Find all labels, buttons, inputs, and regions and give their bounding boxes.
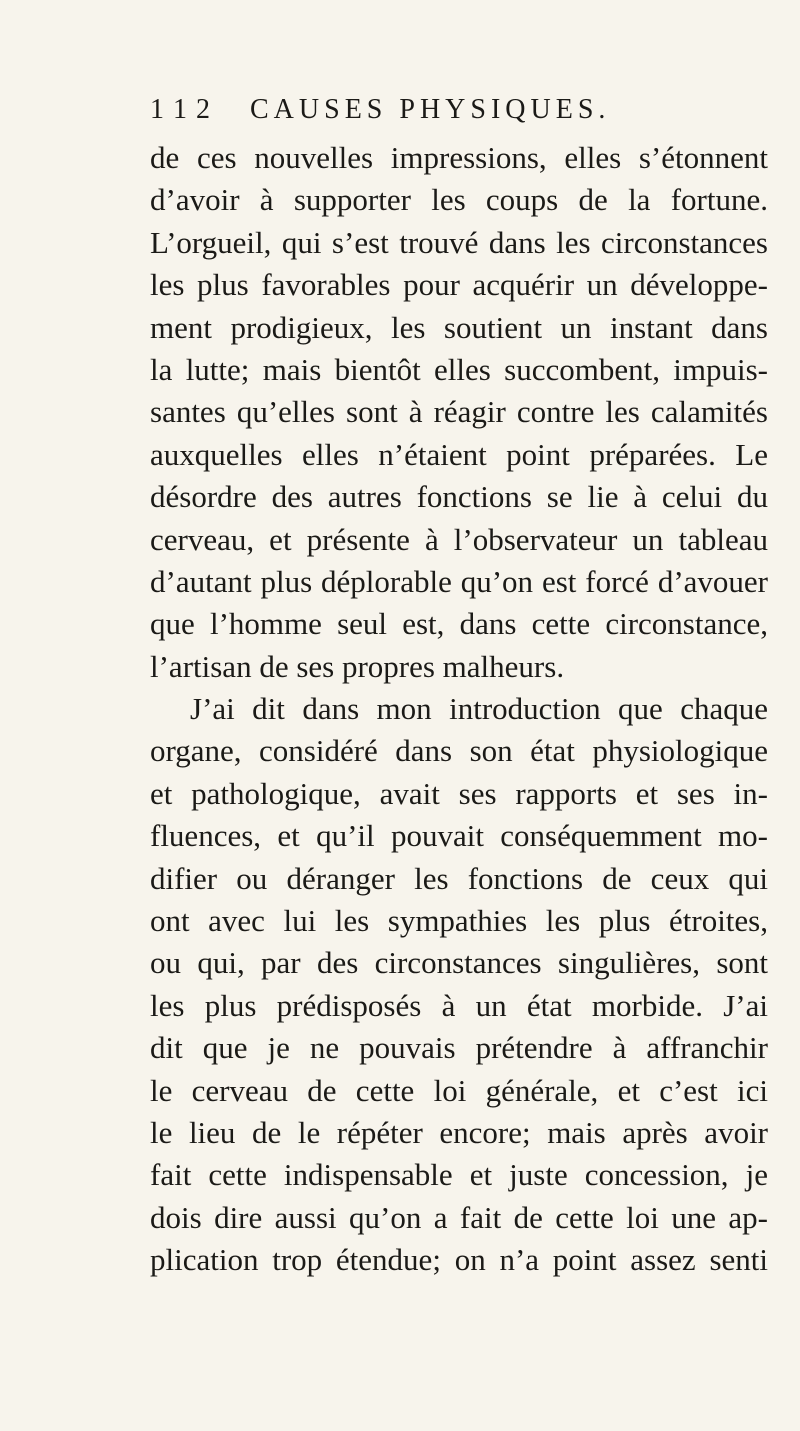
- text-line: J’ai dit dans mon introduction que chaque: [190, 691, 768, 727]
- text-line: que l’homme seul est, dans cette circonstance,: [150, 606, 768, 642]
- text-line: désordre des autres fonctions se lie à celui du: [150, 479, 768, 515]
- text-line: de ces nouvelles impressions, elles s’étonnent: [150, 140, 768, 175]
- text-line: cerveau, et présente à l’observateur un tableau: [150, 521, 768, 557]
- text-line: ou qui, par des circonstances singulières, sont: [150, 945, 768, 981]
- body-text: [150, 137, 768, 1282]
- text-line: dois dire aussi qu’on a fait de cette loi une ap-: [150, 1199, 768, 1235]
- text-line: difier ou déranger les fonctions de ceux qui: [150, 860, 768, 896]
- text-line: les plus prédisposés à un état morbide. J’ai: [150, 987, 768, 1023]
- text-line: auxquelles elles n’étaient point préparées. Le: [150, 436, 768, 472]
- text-line: L’orgueil, qui s’est trouvé dans les circonstances: [150, 224, 768, 260]
- text-line: ont avec lui les sympathies les plus étroites,: [150, 903, 768, 939]
- text-line: et pathologique, avait ses rapports et ses in-: [150, 775, 768, 811]
- page-header: [150, 92, 770, 132]
- page-number: 1 1 2: [150, 94, 211, 125]
- running-head: CAUSES PHYSIQUES.: [250, 94, 611, 125]
- text-line: fait cette indispensable et juste concession, je: [150, 1157, 768, 1193]
- text-line: les plus favorables pour acquérir un développe-: [150, 267, 768, 303]
- text-line: le cerveau de cette loi générale, et c’est ici: [150, 1072, 768, 1108]
- text-line: d’autant plus déplorable qu’on est forcé d’avouer: [150, 563, 768, 599]
- text-line: la lutte; mais bientôt elles succombent, impuis-: [150, 351, 768, 387]
- text-line: l’artisan de ses propres malheurs.: [150, 648, 565, 684]
- text-line: santes qu’elles sont à réagir contre les calamités: [150, 394, 768, 430]
- text-line: d’avoir à supporter les coups de la fortune.: [150, 182, 768, 218]
- text-line: plication trop étendue; on n’a point assez senti: [150, 1242, 768, 1278]
- text-line: fluences, et qu’il pouvait conséquemment mo-: [150, 818, 768, 854]
- text-line: ment prodigieux, les soutient un instant dans: [150, 309, 768, 345]
- text-line: dit que je ne pouvais prétendre à affranchir: [150, 1030, 768, 1066]
- text-line: organe, considéré dans son état physiologique: [150, 733, 768, 769]
- text-line: le lieu de le répéter encore; mais après avoir: [150, 1114, 768, 1150]
